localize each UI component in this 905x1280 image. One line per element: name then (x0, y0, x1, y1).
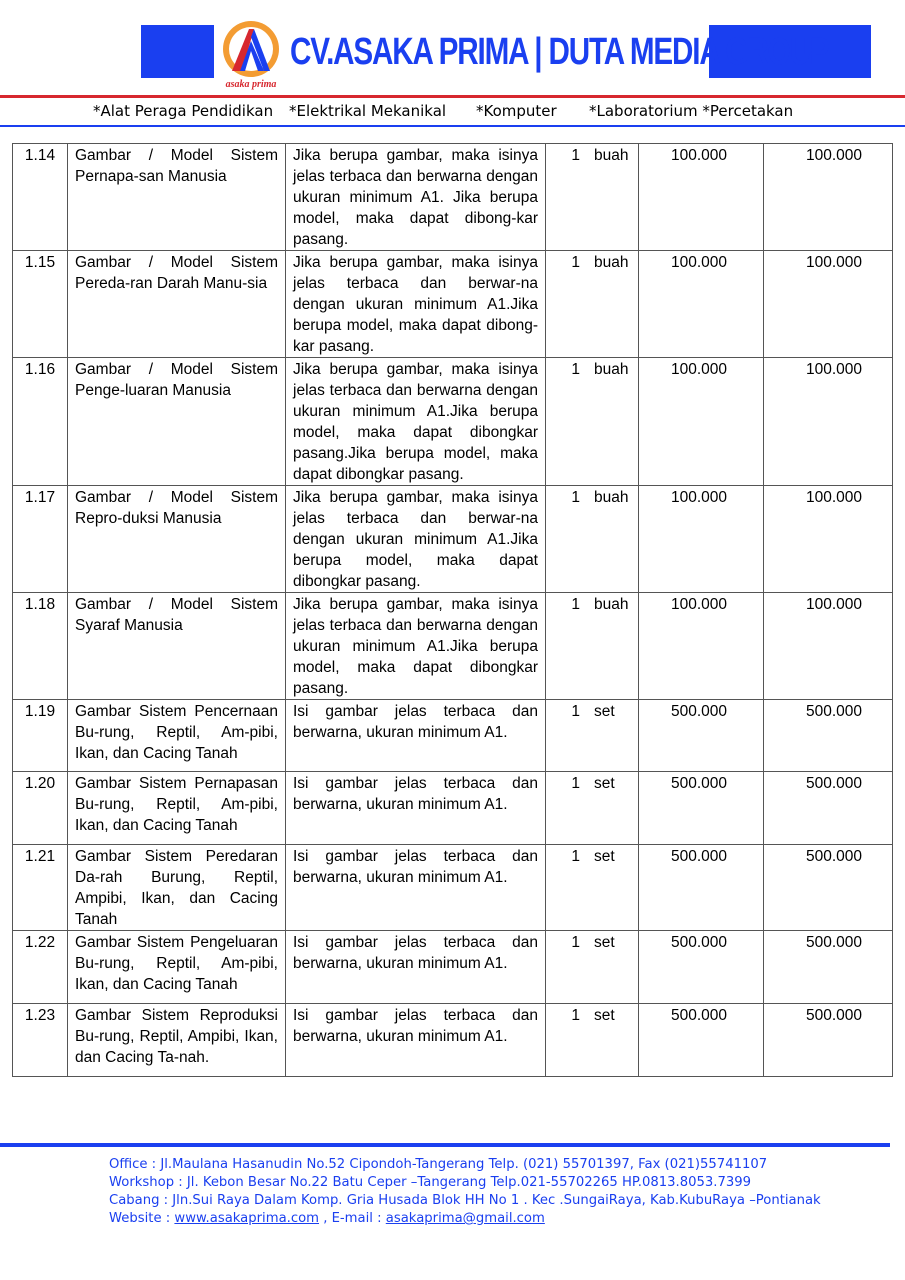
total-price: 500.000 (764, 700, 893, 772)
item-name: Gambar Sistem Peredaran Da-rah Burung, Reptil, Ampibi, Ikan, dan Cacing Tanah (68, 845, 286, 931)
item-spec: Jika berupa gambar, maka isinya jelas terbaca dan berwar-na dengan ukuran minimum A1.Jika berupa model, maka dapat dibongkar pasang. (286, 486, 546, 593)
item-name: Gambar Sistem Pernapasan Bu-rung, Reptil, Am-pibi, Ikan, dan Cacing Tanah (68, 772, 286, 845)
tagline (0, 102, 905, 122)
quantity-value: 1 (571, 848, 580, 865)
items-table (12, 143, 893, 1077)
email-link[interactable]: asakaprima@gmail.com (385, 1211, 545, 1226)
quantity-value: 1 (571, 254, 580, 271)
footer-rule (0, 1143, 890, 1147)
item-spec: Isi gambar jelas terbaca dan berwarna, ukuran minimum A1. (286, 1004, 546, 1077)
brand-title: CV.ASAKA PRIMA | DUTA MEDIA GROUP (290, 31, 829, 73)
table-row (13, 845, 893, 931)
quantity-value: 1 (571, 596, 580, 613)
unit-price: 100.000 (639, 358, 764, 486)
company-logo (218, 17, 284, 93)
quantity-value: 1 (571, 1007, 580, 1024)
quantity-unit: buah (594, 254, 629, 271)
item-name: Gambar / Model Sistem Repro-duksi Manusia (68, 486, 286, 593)
quantity-unit: buah (594, 596, 629, 613)
item-spec: Jika berupa gambar, maka isinya jelas terbaca dan berwarna dengan ukuran minimum A1.Jika berupa model, maka dapat dibongkar pasang. (286, 593, 546, 700)
item-quantity (546, 845, 639, 931)
item-name: Gambar / Model Sistem Penge-luaran Manusia (68, 358, 286, 486)
item-quantity (546, 144, 639, 251)
quantity-value: 1 (571, 703, 580, 720)
table-row (13, 593, 893, 700)
item-name: Gambar / Model Sistem Pereda-ran Darah Manu-sia (68, 251, 286, 358)
table-row (13, 700, 893, 772)
item-quantity (546, 1004, 639, 1077)
quantity-value: 1 (571, 147, 580, 164)
office-address: Office : Jl.Maulana Hasanudin No.52 Cipondoh-Tangerang Telp. (021) 55701397, Fax (021)55741107 (109, 1157, 768, 1172)
item-quantity (546, 772, 639, 845)
total-price: 100.000 (764, 144, 893, 251)
unit-price: 100.000 (639, 593, 764, 700)
item-name: Gambar / Model Sistem Pernapa-san Manusia (68, 144, 286, 251)
unit-price: 100.000 (639, 251, 764, 358)
header-bar-left (141, 25, 214, 78)
quantity-unit: buah (594, 147, 629, 164)
item-quantity (546, 486, 639, 593)
quantity-value: 1 (571, 489, 580, 506)
tagline-item: *Elektrikal Mekanikal (289, 102, 447, 120)
quantity-value: 1 (571, 775, 580, 792)
total-price: 100.000 (764, 486, 893, 593)
item-number: 1.23 (13, 1004, 68, 1077)
table-row (13, 144, 893, 251)
total-price: 500.000 (764, 1004, 893, 1077)
items-table-body (13, 144, 893, 1077)
workshop-address: Workshop : Jl. Kebon Besar No.22 Batu Ceper –Tangerang Telp.021-55702265 HP.0813.8053.7399 (109, 1175, 752, 1190)
item-number: 1.15 (13, 251, 68, 358)
unit-price: 500.000 (639, 1004, 764, 1077)
table-row (13, 772, 893, 845)
table-row (13, 486, 893, 593)
quantity-unit: set (594, 703, 615, 720)
header-red-rule (0, 95, 905, 98)
tagline-item: *Laboratorium *Percetakan (589, 102, 794, 120)
quantity-value: 1 (571, 934, 580, 951)
item-quantity (546, 700, 639, 772)
table-row (13, 931, 893, 1004)
item-spec: Isi gambar jelas terbaca dan berwarna, ukuran minimum A1. (286, 931, 546, 1004)
branch-address: Cabang : Jln.Sui Raya Dalam Komp. Gria Husada Blok HH No 1 . Kec .SungaiRaya, Kab.KubuRaya –Pontianak (109, 1193, 821, 1208)
unit-price: 500.000 (639, 772, 764, 845)
item-number: 1.16 (13, 358, 68, 486)
table-row (13, 358, 893, 486)
unit-price: 100.000 (639, 144, 764, 251)
unit-price: 100.000 (639, 486, 764, 593)
tagline-item: *Alat Peraga Pendidikan (93, 102, 274, 120)
logo-text: asaka prima (225, 79, 277, 90)
unit-price: 500.000 (639, 845, 764, 931)
quantity-unit: buah (594, 489, 629, 506)
unit-price: 500.000 (639, 931, 764, 1004)
website-link[interactable]: www.asakaprima.com (174, 1211, 320, 1226)
quantity-unit: set (594, 775, 615, 792)
item-quantity (546, 593, 639, 700)
item-number: 1.14 (13, 144, 68, 251)
email-label: , E-mail : (319, 1211, 386, 1226)
unit-price: 500.000 (639, 700, 764, 772)
quantity-unit: set (594, 1007, 615, 1024)
item-number: 1.18 (13, 593, 68, 700)
header-blue-rule (0, 125, 905, 127)
website-line (109, 1210, 821, 1228)
quantity-unit: buah (594, 361, 629, 378)
item-name: Gambar Sistem Pencernaan Bu-rung, Reptil, Am-pibi, Ikan, dan Cacing Tanah (68, 700, 286, 772)
item-spec: Jika berupa gambar, maka isinya jelas terbaca dan berwar-na dengan ukuran minimum A1.Jika berupa model, maka dapat dibong-kar pasang. (286, 251, 546, 358)
item-quantity (546, 251, 639, 358)
item-name: Gambar Sistem Pengeluaran Bu-rung, Reptil, Am-pibi, Ikan, dan Cacing Tanah (68, 931, 286, 1004)
item-name: Gambar Sistem Reproduksi Bu-rung, Reptil, Ampibi, Ikan, dan Cacing Ta-nah. (68, 1004, 286, 1077)
item-spec: Isi gambar jelas terbaca dan berwarna, ukuran minimum A1. (286, 700, 546, 772)
item-quantity (546, 931, 639, 1004)
tagline-item: *Komputer (476, 102, 557, 120)
item-quantity (546, 358, 639, 486)
item-spec: Jika berupa gambar, maka isinya jelas terbaca dan berwarna dengan ukuran minimum A1. Jika berupa model, maka dapat dibong-kar pasang. (286, 144, 546, 251)
total-price: 100.000 (764, 593, 893, 700)
quantity-value: 1 (571, 361, 580, 378)
total-price: 500.000 (764, 845, 893, 931)
item-number: 1.21 (13, 845, 68, 931)
item-number: 1.20 (13, 772, 68, 845)
table-row (13, 1004, 893, 1077)
total-price: 500.000 (764, 931, 893, 1004)
total-price: 500.000 (764, 772, 893, 845)
item-number: 1.17 (13, 486, 68, 593)
item-number: 1.19 (13, 700, 68, 772)
item-name: Gambar / Model Sistem Syaraf Manusia (68, 593, 286, 700)
website-label: Website : (109, 1211, 175, 1226)
quantity-unit: set (594, 934, 615, 951)
footer-contact (109, 1156, 821, 1228)
item-spec: Isi gambar jelas terbaca dan berwarna, ukuran minimum A1. (286, 772, 546, 845)
item-spec: Jika berupa gambar, maka isinya jelas terbaca dan berwarna dengan ukuran minimum A1.Jika berupa model, maka dapat dibongkar pasang.Jika berupa model, maka dapat dibongkar pasang. (286, 358, 546, 486)
item-number: 1.22 (13, 931, 68, 1004)
quantity-unit: set (594, 848, 615, 865)
table-row (13, 251, 893, 358)
total-price: 100.000 (764, 358, 893, 486)
item-spec: Isi gambar jelas terbaca dan berwarna, ukuran minimum A1. (286, 845, 546, 931)
total-price: 100.000 (764, 251, 893, 358)
